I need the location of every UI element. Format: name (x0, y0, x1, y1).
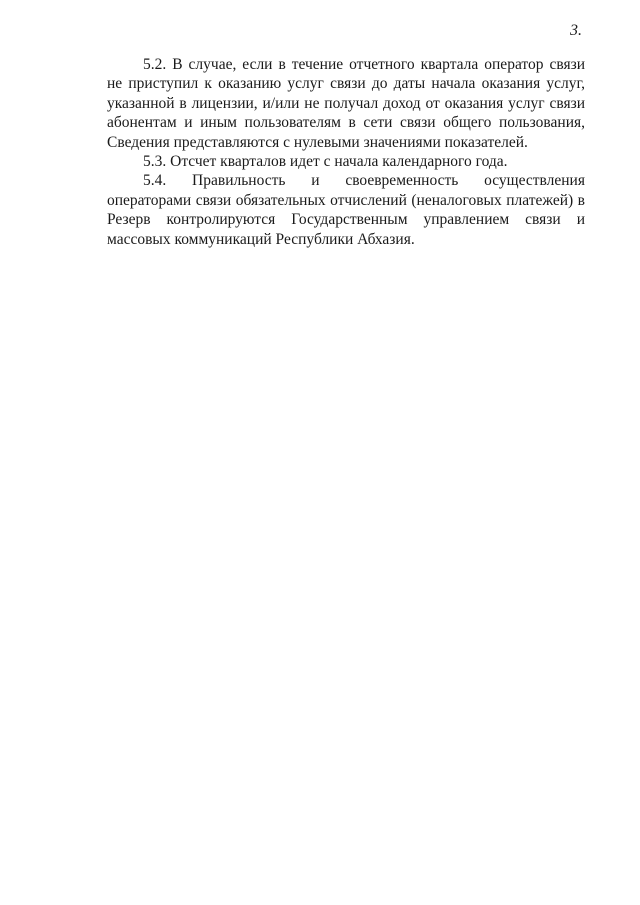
page-number: 3. (570, 22, 582, 39)
document-body (107, 55, 585, 249)
paragraph-5-2: 5.2. В случае, если в течение отчетного квартала оператор связи не приступил к оказанию услуг связи до даты начала оказания услуг, указанной в лицензии, и/или не получал доход от оказания услуг связи абонентам и иным пользователям в сети связи общего пользования, Сведения представляются с нулевыми значениями показателей. (107, 56, 585, 151)
paragraph-5-4: 5.4. Правильность и своевременность осуществления операторами связи обязательных отчислений (неналоговых платежей) в Резерв контролируются Государственным управлением связи и массовых коммуникаций Республики Абхазия. (107, 172, 585, 248)
paragraph-5-3: 5.3. Отсчет кварталов идет с начала календарного года. (143, 153, 508, 171)
